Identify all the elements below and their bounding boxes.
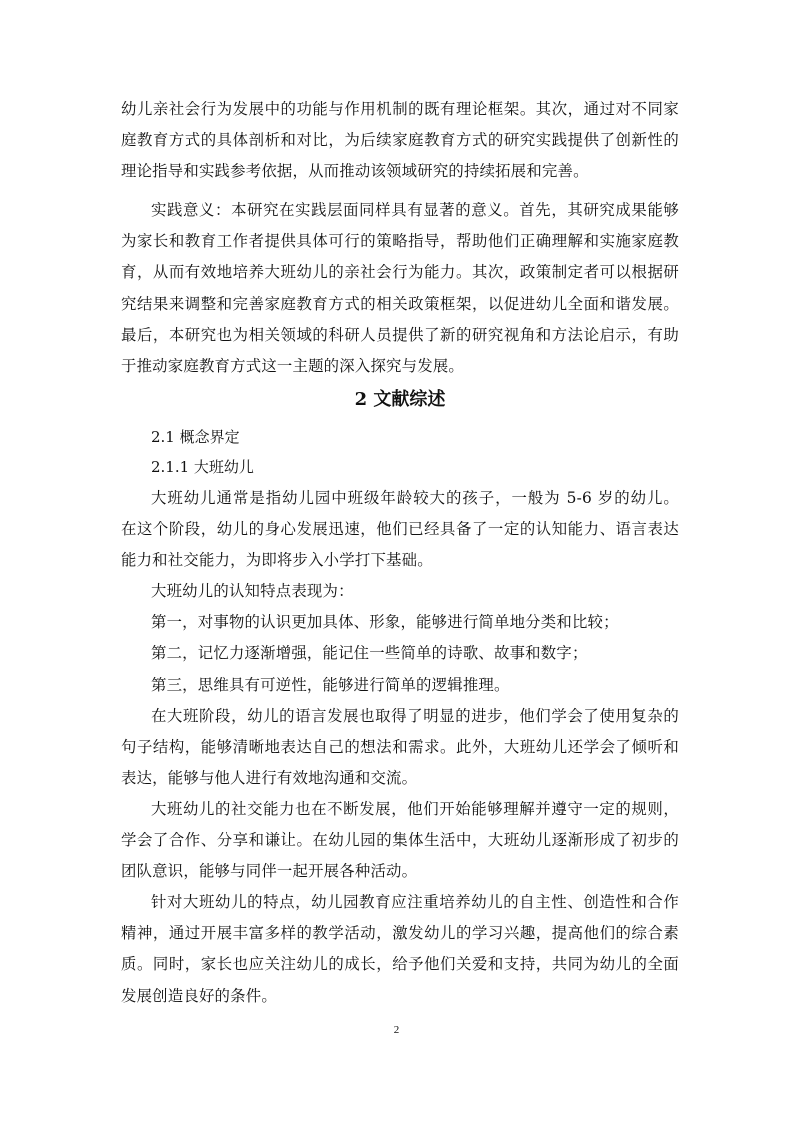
paragraph-line: 在这个阶段，幼儿的身心发展迅速，他们已经具备了一定的认知能力、语言表达 <box>121 520 679 539</box>
intro-paragraph <box>121 94 679 188</box>
paragraph-line: 究结果来调整和完善家庭教育方式的相关政策框架，以促进幼儿全面和谐发展。 <box>121 294 679 313</box>
cognitive-point: 第二，记忆力逐渐增强，能记住一些简单的诗歌、故事和数字； <box>151 644 588 663</box>
paragraph-line: 理论指导和实践参考依据，从而推动该领域研究的持续拓展和完善。 <box>121 162 589 181</box>
cognitive-point: 第三，思维具有可逆性，能够进行简单的逻辑推理。 <box>151 675 510 694</box>
paragraph-line: 幼儿亲社会行为发展中的功能与作用机制的既有理论框架。其次，通过对不同家 <box>121 100 679 118</box>
paragraph-line: 针对大班幼儿的特点，幼儿园教育应注重培养幼儿的自主性、创造性和合作 <box>151 893 679 911</box>
paragraph-line: 于推动家庭教育方式这一主题的深入探究与发展。 <box>121 356 464 375</box>
paragraph-line: 学会了合作、分享和谦让。在幼儿园的集体生活中，大班幼儿逐渐形成了初步的 <box>121 831 679 850</box>
cognitive-intro: 大班幼儿的认知特点表现为： <box>151 582 354 600</box>
cognitive-point: 第一，对事物的认识更加具体、形象，能够进行简单地分类和比较； <box>151 613 619 632</box>
cognitive-features <box>121 576 679 701</box>
paragraph-line: 句子结构，能够清晰地表达自己的想法和需求。此外，大班幼儿还学会了倾听和 <box>121 738 679 757</box>
paragraph-line: 团队意识，能够与同伴一起开展各种活动。 <box>121 862 418 881</box>
social-paragraph <box>121 794 679 888</box>
section-heading: 2.1 概念界定 <box>151 428 240 446</box>
paragraph-line: 质。同时，家长也应关注幼儿的成长，给予他们关爱和支持，共同为幼儿的全面 <box>121 955 679 974</box>
paragraph-line: 大班幼儿的社交能力也在不断发展，他们开始能够理解并遵守一定的规则， <box>151 800 679 818</box>
subsection-heading: 2.1.1 大班幼儿 <box>151 458 254 476</box>
paragraph-line: 精神，通过开展丰富多样的教学活动，激发幼儿的学习兴趣，提高他们的综合素 <box>121 924 679 943</box>
paragraph-line: 表达，能够与他人进行有效地沟通和交流。 <box>121 769 418 788</box>
paragraph-line: 大班幼儿通常是指幼儿园中班级年龄较大的孩子，一般为 5-6 岁的幼儿。 <box>151 489 679 507</box>
paragraph-line: 实践意义：本研究在实践层面同样具有显著的意义。首先，其研究成果能够 <box>151 201 679 219</box>
paragraph-line: 庭教育方式的具体剖析和对比，为后续家庭教育方式的研究实践提供了创新性的 <box>121 131 679 150</box>
paragraph-line: 能力和社交能力，为即将步入小学打下基础。 <box>121 551 433 570</box>
paragraph-line: 育，从而有效地培养大班幼儿的亲社会行为能力。其次，政策制定者可以根据研 <box>121 263 679 282</box>
page-number: 2 <box>393 1024 400 1036</box>
language-paragraph <box>121 701 679 795</box>
education-paragraph <box>121 887 679 1012</box>
paragraph-line: 发展创造良好的条件。 <box>121 986 277 1005</box>
practical-significance-paragraph <box>121 195 679 382</box>
paragraph-line: 为家长和教育工作者提供具体可行的策略指导，帮助他们正确理解和实施家庭教 <box>121 232 679 251</box>
paragraph-line: 在大班阶段，幼儿的语言发展也取得了明显的进步，他们学会了使用复杂的 <box>151 707 679 725</box>
chapter-heading: 2 文献综述 <box>354 389 446 410</box>
definition-paragraph <box>121 483 679 577</box>
paragraph-line: 最后，本研究也为相关领域的科研人员提供了新的研究视角和方法论启示，有助 <box>121 325 679 344</box>
